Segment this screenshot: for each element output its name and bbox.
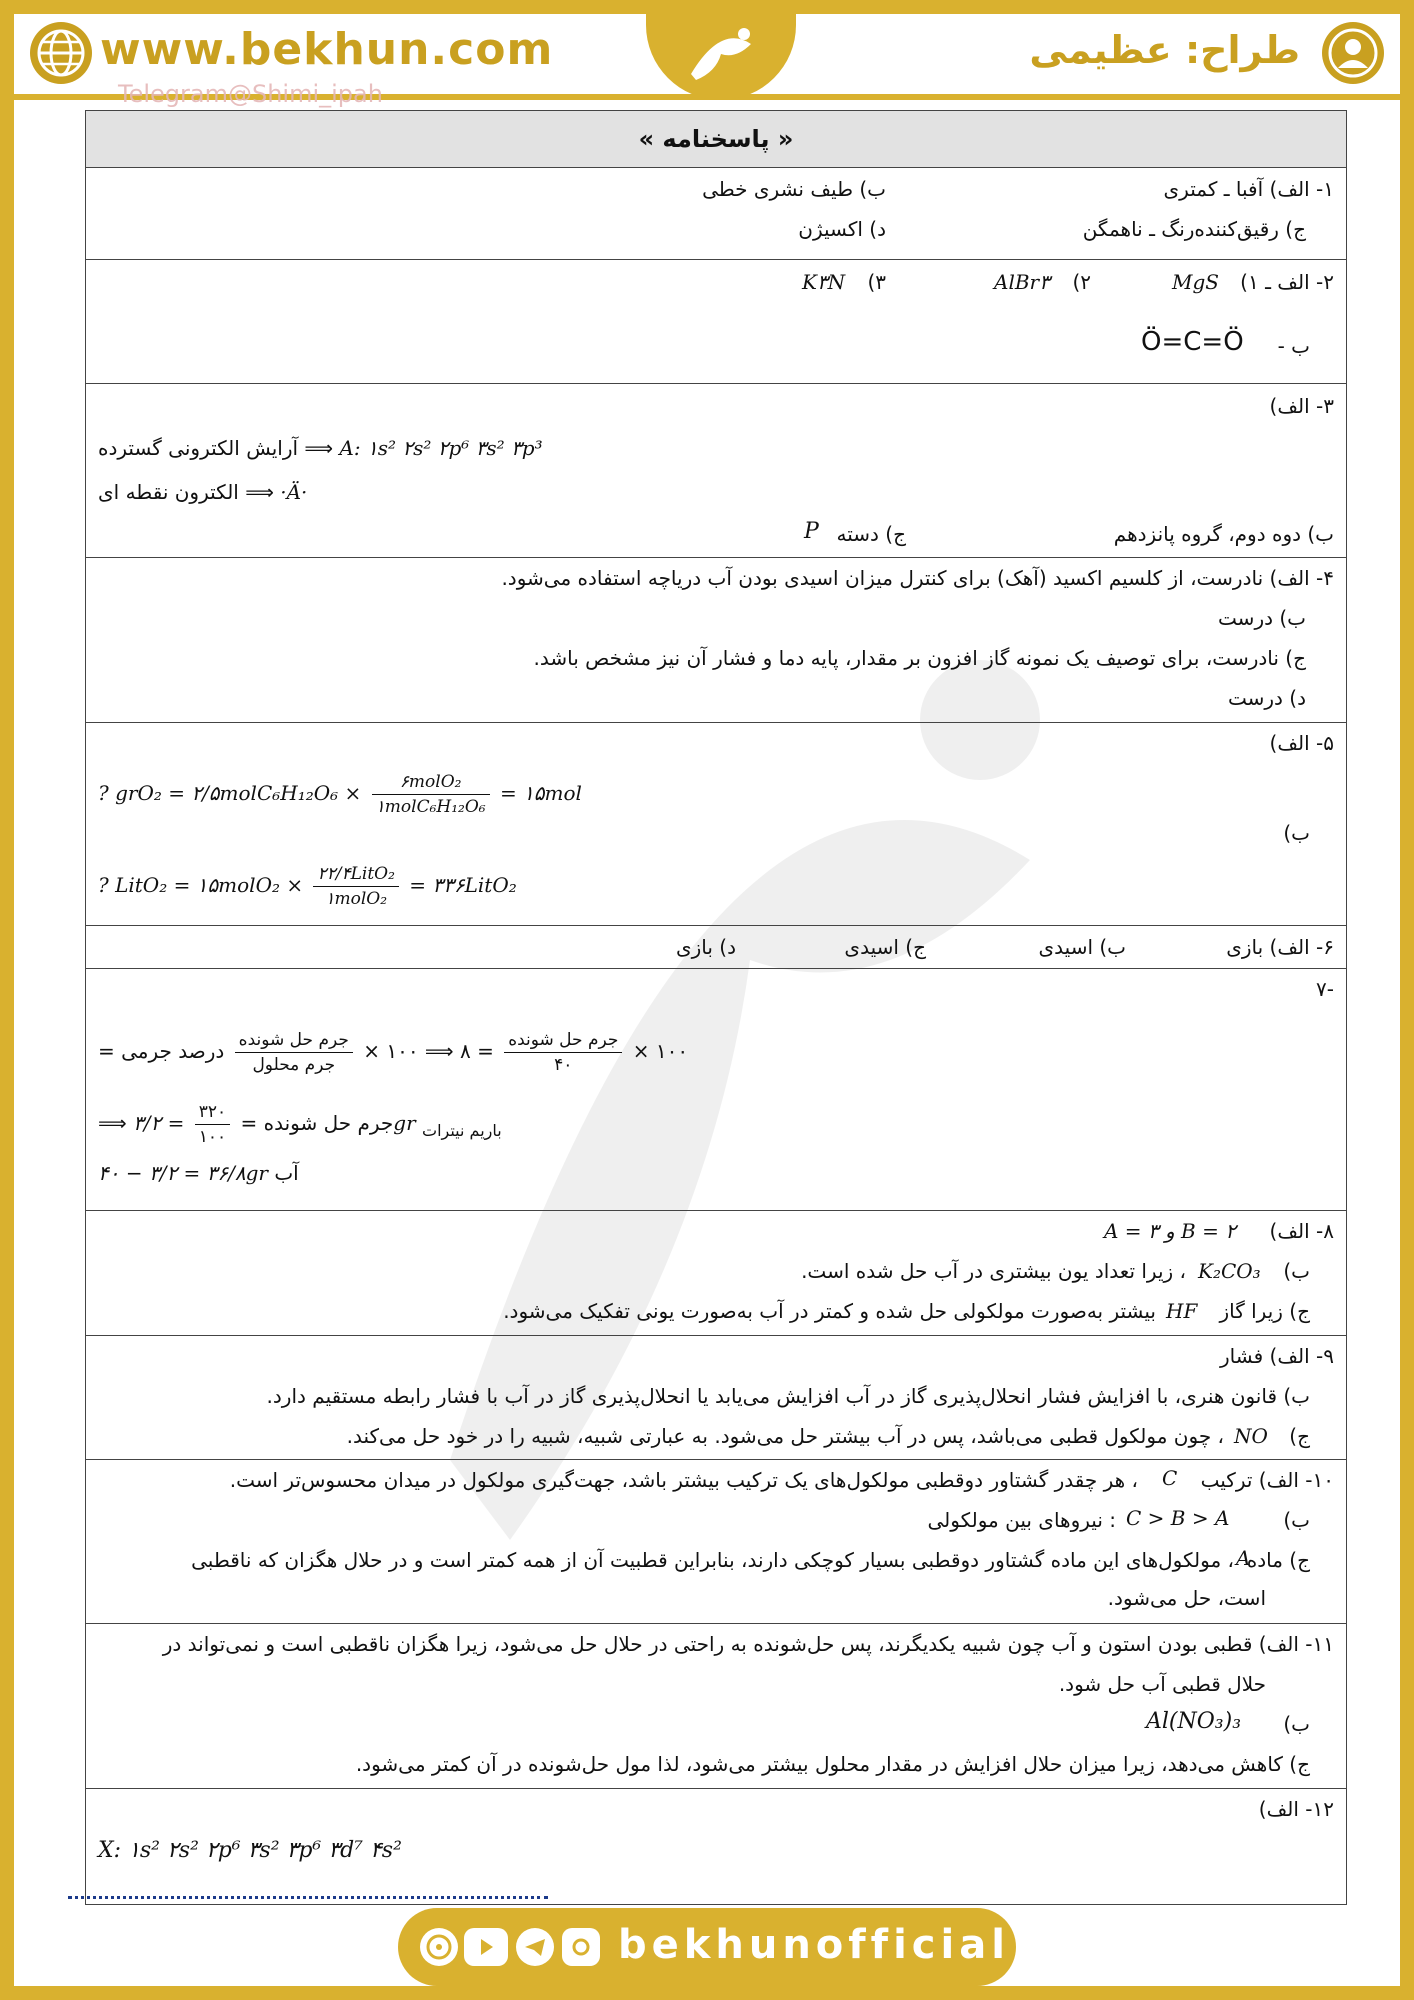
instagram-icon[interactable] — [562, 1928, 600, 1966]
q2-a1-formula: MgS — [1172, 270, 1219, 294]
q8-b-formula: K₂CO₃ — [1198, 1259, 1261, 1283]
q7-line3-eq: ۴۰ − ۳/۲ = ۳۶/۸gr — [98, 1161, 268, 1185]
question-1-row — [86, 167, 1346, 260]
question-2-row — [86, 260, 1346, 384]
site-url-link[interactable]: www.bekhun.com — [100, 24, 554, 75]
q5-eq2-num: ۲۲/۴LitO₂ — [313, 862, 398, 887]
q8-b: ب) — [1283, 1259, 1310, 1283]
q5-b: ب) — [1283, 821, 1310, 845]
q8-b-text: ، زیرا تعداد یون بیشتری در آب حل شده است. — [801, 1259, 1186, 1283]
q4-a: ۴- الف) نادرست، از کلسیم اکسید (آهک) برای کنترل میزان اسیدی بودن آب دریاچه استفاده می‌شود. — [501, 566, 1334, 590]
question-5-row — [86, 723, 1346, 926]
q6-a: ۶- الف) بازی — [1226, 935, 1334, 959]
q3-config-line — [98, 434, 543, 462]
q12-config: X: ۱s² ۲s² ۲p⁶ ۳s² ۳p⁶ ۳d⁷ ۴s² — [98, 1838, 402, 1863]
question-9-row — [86, 1336, 1346, 1460]
q9-a: ۹- الف) فشار — [1220, 1344, 1334, 1368]
q5-eq2 — [98, 853, 517, 917]
q8-a-formula: A = ۳ و B = ۲ — [1104, 1219, 1236, 1243]
user-icon — [1322, 22, 1384, 84]
brand-logo — [646, 14, 796, 100]
q10-b-text: : نیروهای بین مولکولی — [927, 1508, 1116, 1532]
youtube-icon[interactable] — [464, 1928, 508, 1966]
q2-a3-formula: K۳N — [802, 270, 846, 294]
q11-b: ب) — [1283, 1712, 1310, 1736]
q7-line2 — [98, 1091, 502, 1163]
q5-eq1-fraction — [372, 770, 490, 819]
q2-a3: ۳) — [867, 270, 886, 294]
q5-eq1-num: ۶molO₂ — [372, 770, 490, 795]
q7-frac1-den: جرم محلول — [252, 1055, 336, 1075]
q2-a1: ۲- الف ـ ۱) — [1240, 270, 1334, 294]
q10-b: ب) — [1283, 1508, 1310, 1532]
q8-c: ج) زیرا گاز — [1219, 1299, 1310, 1323]
q5-eq2-fraction — [313, 862, 398, 911]
q3-arrow-2: ⟹ — [245, 480, 274, 504]
q8-c-text: بیشتر به‌صورت مولکولی حل شده و کمتر در آب به‌صورت یونی تفکیک می‌شود. — [503, 1299, 1156, 1323]
question-3-row — [86, 384, 1346, 558]
q10-c-text2: است، حل می‌شود. — [1107, 1586, 1266, 1610]
q4-c: ج) نادرست، برای توصیف یک نمونه گاز افزون بر مقدار، پایه دما و فشار آن نیز مشخص باشد. — [533, 646, 1306, 670]
q7-line2-arrow: ⟹ جرم حل شونده = — [98, 1111, 394, 1135]
dotted-divider — [68, 1896, 548, 1903]
q3-config-label: آرایش الکترونی گسترده — [98, 436, 299, 460]
social-handle[interactable]: bekhunofficial — [618, 1922, 1010, 1968]
q10-a-text: ، هر چقدر گشتاور دوقطبی مولکول‌های یک ترکیب بیشتر باشد، جهت‌گیری مولکول در میدان محسوس‌تر است. — [229, 1468, 1138, 1492]
q10-a: ۱۰- الف) ترکیب — [1200, 1468, 1334, 1492]
q9-c: ج) — [1289, 1424, 1310, 1448]
q10-c-formula: A — [1236, 1546, 1251, 1570]
question-12-row — [86, 1789, 1346, 1904]
q3-dot-line — [98, 478, 307, 506]
q9-c-text: ، چون مولکول قطبی می‌باشد، پس در آب بیشتر حل می‌شود. به عبارتی شبیه، شبیه را در خود حل می‌کند. — [346, 1424, 1224, 1448]
q6-d: د) بازی — [675, 935, 736, 959]
q7-line3 — [98, 1159, 299, 1187]
q9-c-formula: NO — [1234, 1424, 1268, 1448]
question-10-row — [86, 1460, 1346, 1624]
q1-c: ج) رقیق‌کننده‌رنگ ـ ناهمگن — [1082, 217, 1306, 241]
telegram-icon[interactable] — [516, 1928, 554, 1966]
film-icon[interactable] — [420, 1928, 458, 1966]
q11-a2: حلال قطبی آب حل شود. — [1058, 1672, 1266, 1696]
q8-a: ۸- الف) — [1269, 1219, 1334, 1243]
q7-line2-right: = ۳/۲gr — [133, 1111, 416, 1135]
q5-eq1-right: = ۱۵mol — [499, 781, 582, 805]
q12-a: ۱۲- الف) — [1258, 1797, 1334, 1821]
q7-end: × ۱۰۰ — [632, 1039, 689, 1063]
q2-b: ب - — [1277, 334, 1310, 358]
q5-eq2-right: = ۳۳۶LitO₂ — [409, 873, 517, 897]
q9-b: ب) قانون هنری، با افزایش فشار انحلال‌پذیری گاز در آب افزایش می‌یابد یا انحلال‌پذیری گاز در آب با فشار رابطه مستقیم دارد. — [266, 1384, 1310, 1408]
question-4-row — [86, 558, 1346, 723]
question-11-row — [86, 1624, 1346, 1789]
telegram-watermark: Telegram@Shimi_ipah — [118, 80, 383, 108]
answer-sheet-title: « پاسخنامه » — [86, 111, 1346, 168]
q1-b: ب) طیف نشری خطی — [702, 177, 886, 201]
q5-eq1 — [98, 761, 582, 825]
q7-line3-label: آب — [274, 1161, 299, 1185]
answer-table — [85, 110, 1347, 1905]
q4-d: د) درست — [1227, 686, 1306, 710]
q7-percent-label: درصد جرمی = — [98, 1039, 225, 1063]
q7-mid: × ۱۰۰ ⟹ ۸ = — [363, 1039, 494, 1063]
q2-a2-formula: AlBr۳ — [994, 270, 1050, 294]
q3-arrow-1: ⟹ — [304, 436, 334, 460]
q2-a2: ۲) — [1072, 270, 1091, 294]
q3-a: ۳- الف) — [1269, 394, 1334, 418]
q5-a: ۵- الف) — [1269, 731, 1334, 755]
q10-c: ج) ماده — [1246, 1548, 1310, 1572]
q3-dot-label: الکترون نقطه ای — [98, 480, 239, 504]
q3-c-formula: P — [804, 519, 819, 544]
q5-eq2-den: ۱molO₂ — [325, 889, 388, 909]
q1-d: د) اکسیژن — [798, 217, 886, 241]
social-footer — [398, 1908, 1016, 1986]
q11-a: ۱۱- الف) قطبی بودن استون و آب چون شبیه یکدیگرند، پس حل‌شونده به راحتی در حلال حل می‌شود، زیرا هگزان ناقطبی است و نمی‌تواند در — [162, 1632, 1334, 1656]
question-7-row — [86, 969, 1346, 1211]
q7-frac1-num: جرم حل شونده — [235, 1028, 353, 1053]
question-6-row — [86, 926, 1346, 969]
q5-eq1-left: ? grO₂ = ۲/۵molC₆H₁₂O₆ × — [98, 781, 362, 805]
q8-c-formula: HF — [1166, 1299, 1198, 1323]
q2-b-formula: Ö=C=Ö — [1141, 327, 1244, 357]
q3-c: ج) دسته — [836, 522, 906, 546]
q10-c-text: ، مولکول‌های این ماده گشتاور دوقطبی بسیار کوچکی دارند، بنابراین قطبیت آن از همه کمتر است و در حلال هگزان که ناقطبی — [191, 1548, 1234, 1572]
q7-fraction-2 — [504, 1028, 622, 1077]
q1-a: ۱- الف) آفبا ـ کمتری — [1163, 177, 1334, 201]
q3-dot: ·Ä· — [280, 480, 308, 504]
q7-line1 — [98, 1011, 688, 1091]
q7-fraction-3 — [195, 1100, 230, 1149]
q7-frac2-den: ۴۰ — [554, 1055, 573, 1075]
q10-b-formula: C > B > A — [1126, 1506, 1230, 1530]
q6-b: ب) اسیدی — [1038, 935, 1126, 959]
globe-icon — [30, 22, 92, 84]
q3-b: ب) دوه دوم، گروه پانزدهم — [1113, 522, 1334, 546]
q4-b: ب) درست — [1218, 606, 1306, 630]
q7-fraction-1 — [235, 1028, 353, 1077]
q7-line2-label: باریم نیترات — [422, 1121, 502, 1140]
q5-eq1-den: ۱molC₆H₁₂O₆ — [375, 797, 486, 817]
designer-label: طراح: عظیمی — [1029, 28, 1300, 72]
q7-frac3-den: ۱۰۰ — [198, 1127, 227, 1147]
q3-config: A: ۱s² ۲s² ۲p⁶ ۳s² ۳p³ — [339, 436, 543, 460]
question-8-row — [86, 1211, 1346, 1336]
q11-b-formula: Al(NO₃)₃ — [1146, 1709, 1242, 1734]
q7-frac3-num: ۳۲۰ — [195, 1100, 230, 1125]
q7-number: -۷ — [1316, 977, 1334, 1001]
q6-c: ج) اسیدی — [844, 935, 926, 959]
q5-eq2-left: ? LitO₂ = ۱۵molO₂ × — [98, 873, 304, 897]
q7-frac2-num: جرم حل شونده — [504, 1028, 622, 1053]
q11-c: ج) کاهش می‌دهد، زیرا میزان حلال افزایش در مقدار محلول بیشتر می‌شود، لذا مول حل‌شونده در آن کمتر می‌شود. — [355, 1752, 1310, 1776]
q10-a-formula: C — [1162, 1466, 1178, 1490]
